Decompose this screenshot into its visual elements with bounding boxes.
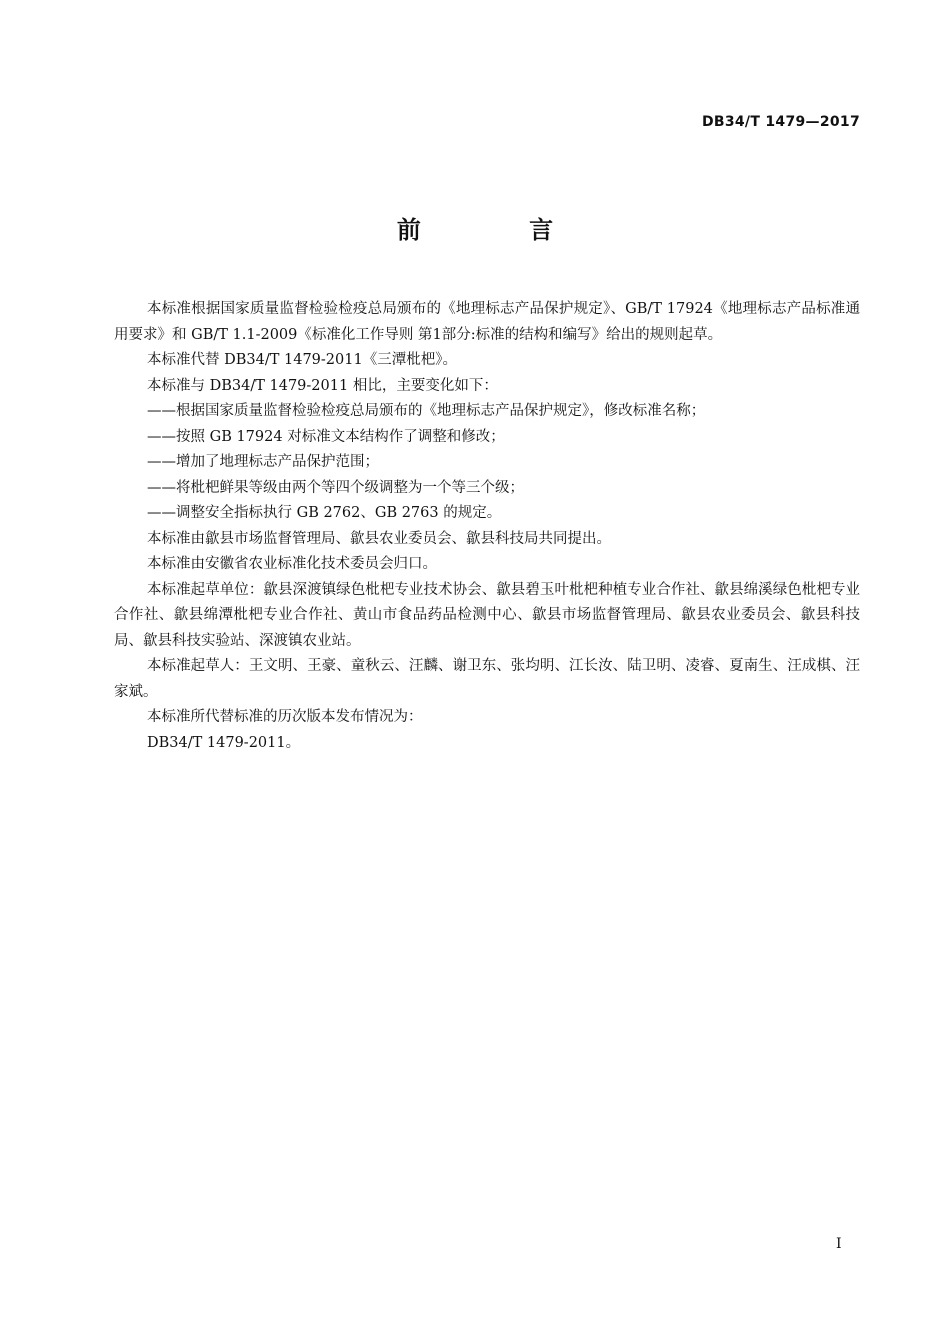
paragraph-centralized-by: 本标准由安徽省农业标准化技术委员会归口。 — [147, 556, 437, 572]
foreword-body — [114, 297, 860, 756]
change-item: ——根据国家质量监督检验检疫总局颁布的《地理标志产品保护规定》，修改标准名称； — [147, 403, 706, 419]
paragraph-drafters: 本标准起草人：王文明、王豪、童秋云、汪麟、谢卫东、张均明、江长汝、陆卫明、凌睿、夏南生、汪成棋、汪家斌。 — [114, 658, 860, 700]
change-item: ——按照 GB 17924 对标准文本结构作了调整和修改； — [147, 428, 505, 445]
paragraph-changes-intro: 本标准与 DB34/T 1479-2011 相比，主要变化如下： — [147, 377, 498, 394]
paragraph-basis: 本标准根据国家质量监督检验检疫总局颁布的《地理标志产品保护规定》、GB/T 17924《地理标志产品标准通用要求》和 GB/T 1.1-2009《标准化工作导则 第1部分:标准的结构和编写》给出的规则起草。 — [114, 301, 860, 343]
change-item: ——增加了地理标志产品保护范围； — [147, 454, 379, 470]
page-number: I — [836, 1236, 842, 1252]
change-item: ——将枇杷鲜果等级由两个等四个级调整为一个等三个级； — [147, 479, 524, 496]
paragraph-history-version: DB34/T 1479-2011。 — [147, 734, 301, 751]
paragraph-replaces: 本标准代替 DB34/T 1479-2011《三潭枇杷》。 — [147, 352, 457, 368]
paragraph-proposed-by: 本标准由歙县市场监督管理局、歙县农业委员会、歙县科技局共同提出。 — [147, 530, 611, 547]
change-item: ——调整安全指标执行 GB 2762、GB 2763 的规定。 — [147, 505, 502, 521]
document-code: DB34/T 1479—2017 — [701, 114, 860, 130]
paragraph-history-intro: 本标准所代替标准的历次版本发布情况为： — [147, 709, 423, 725]
paragraph-drafting-units: 本标准起草单位：歙县深渡镇绿色枇杷专业技术协会、歙县碧玉叶枇杷种植专业合作社、歙县绵溪绿色枇杷专业合作社、歙县绵潭枇杷专业合作社、黄山市食品药品检测中心、歙县市场监督管理局、歙县农业委员会、歙县科技局、歙县科技实验站、深渡镇农业站。 — [114, 581, 860, 649]
page-title: 前 言 — [396, 216, 604, 244]
